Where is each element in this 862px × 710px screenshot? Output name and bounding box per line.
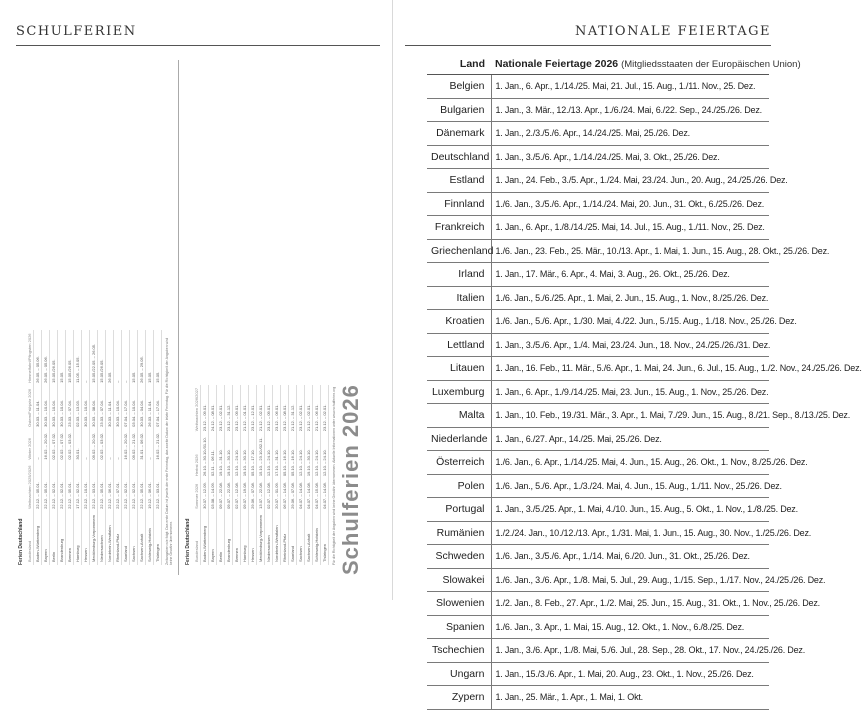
schedule-region-cell: Baden-Württemberg	[202, 525, 207, 562]
schedule-date-cell: –	[83, 457, 88, 460]
schedule-date-cell: 15.05.	[147, 371, 152, 383]
schedule-date-cell: –	[35, 457, 40, 460]
schedule-date-cell: –	[123, 380, 128, 383]
schedule-row	[209, 385, 217, 565]
schedule-note: Für die Richtigkeit der Angaben wird keine Gewähr übernommen. Aktuelle Informationen unter www.schulferien.org	[332, 386, 336, 565]
schedule-date-cell: 16.02. – 21.02.	[155, 432, 160, 460]
table-row	[427, 498, 769, 522]
schedule-column-header: Weihnachten 2025/2026	[27, 465, 32, 509]
germany-schedule-1	[18, 330, 173, 565]
schedule-date-cell: 07.04. – 17.04.	[155, 400, 160, 427]
schedule-date-cell: 15.05./22.05. – 26.05.	[91, 343, 96, 383]
schedule-date-cell: –	[147, 457, 152, 460]
schedule-date-cell: 31.01. – 06.02.	[139, 432, 144, 460]
holiday-dates-cell: 1./2. Jan., 8. Feb., 27. Apr., 1./2. Mai, 25. Jun., 15. Aug., 31. Okt., 1. Nov., 25./26. Dez.	[491, 592, 769, 616]
schedule-date-cell: 19.12. – 06.01.	[147, 482, 152, 509]
schedule-row	[241, 385, 249, 565]
table-row	[427, 239, 769, 263]
table-row	[427, 75, 769, 99]
holiday-dates-cell: 1. Jan., 2./3./5./6. Apr., 14./24./25. Mai, 25./26. Dez.	[491, 122, 769, 146]
schedule-date-cell: 30.03. – 10.04.	[51, 400, 56, 427]
country-cell: Tschechien	[427, 639, 491, 663]
schedule-row	[225, 385, 233, 565]
schedule-date-cell: 05.10. – 16.10.	[290, 449, 295, 477]
table-row	[427, 216, 769, 240]
schedule-column-header: Sommer 2026	[194, 483, 199, 509]
schedule-date-cell: 02.02. – 03.02.	[99, 432, 104, 460]
schedule-date-cell: 02.11. – 06.11.	[210, 450, 215, 477]
schedule-row	[201, 385, 209, 565]
holiday-dates-cell: 1./2./24. Jan., 10./12./13. Apr., 1./31. Mai, 1. Jun., 15. Aug., 30. Nov., 1./25./26. Dez.	[491, 521, 769, 545]
country-cell: Portugal	[427, 498, 491, 522]
schedule-row	[154, 330, 162, 565]
schedule-date-cell: 12.10. – 24.10.	[298, 449, 303, 477]
country-cell: Italien	[427, 286, 491, 310]
schedule-date-cell: 26.03. – 11.04.	[147, 400, 152, 427]
schedule-date-cell: 30.03. – 10.04.	[59, 400, 64, 427]
table-row	[427, 615, 769, 639]
schedule-region-header: Bundesland	[27, 540, 32, 562]
holiday-dates-cell: 1. Jan., 17. Mär., 6. Apr., 4. Mai, 3. Aug., 26. Okt., 25./26. Dez.	[491, 263, 769, 287]
schedule-date-cell: 30.03. – 10.04.	[83, 400, 88, 427]
schedule-date-cell: 09.02. – 20.02.	[91, 432, 96, 460]
country-cell: Kroatien	[427, 310, 491, 334]
schedule-region-cell: Berlin	[51, 551, 56, 562]
right-heading-rule	[405, 45, 771, 46]
schedule-date-cell: 22.12. – 02.01.	[131, 482, 136, 509]
schedule-date-cell: 22.12. – 05.01.	[67, 482, 72, 509]
schedule-date-cell: 22.12. – 02.01.	[59, 482, 64, 509]
schedule-date-cell: 30.07. – 12.09.	[202, 482, 207, 509]
table-row	[427, 286, 769, 310]
schedule-region-cell: Sachsen-Anhalt	[306, 533, 311, 562]
country-cell: Polen	[427, 474, 491, 498]
schedule-date-cell: 22.12. – 10.01.	[83, 482, 88, 509]
country-cell: Spanien	[427, 615, 491, 639]
schedule-region-cell: Thüringen	[155, 543, 160, 562]
schedule-date-cell: 22.12. – 02.01.	[123, 482, 128, 509]
country-cell: Ungarn	[427, 662, 491, 686]
schedule-region-cell: Bremen	[234, 547, 239, 562]
schedule-date-cell: 19.10. – 30.10.	[242, 449, 247, 477]
country-cell: Deutschland	[427, 145, 491, 169]
table-row	[427, 686, 769, 710]
schedule-date-cell: 04.07. – 14.08.	[298, 482, 303, 509]
holiday-dates-cell: 1./6. Jan., 3./6. Apr., 1./8. Mai, 5. Jul., 29. Aug., 1./15. Sep., 1./17. Nov., 24./25./26. Dez.	[491, 568, 769, 592]
holiday-dates-cell: 1. Jan., 3./6. Apr., 1./8. Mai, 5./6. Jul., 28. Sep., 28. Okt., 17. Nov., 24./25./26. Dez.	[491, 639, 769, 663]
schedule-date-cell: 23.12. – 12.01.	[250, 404, 255, 432]
schedule-region-cell: Baden-Württemberg	[35, 525, 40, 562]
schedule-region-cell: Nordrhein-Westfalen	[107, 525, 112, 562]
country-cell: Frankreich	[427, 216, 491, 240]
schedule-row	[50, 330, 58, 565]
table-row	[427, 404, 769, 428]
schedule-date-cell: 26.10. – 30.10./31.10.	[202, 437, 207, 477]
holiday-dates-cell: 1./6. Jan., 3. Apr., 1. Mai, 15. Aug., 12. Okt., 1. Nov., 6./8./25. Dez.	[491, 615, 769, 639]
holidays-column-header	[491, 54, 801, 75]
schedule-row	[146, 330, 154, 565]
schedule-date-cell: 09.02. – 21.02.	[131, 432, 136, 460]
holiday-dates-cell: 1. Jan., 25. Mär., 1. Apr., 1. Mai, 1. Okt.	[491, 686, 769, 710]
schedule-date-cell: 22.12. – 05.01.	[43, 482, 48, 509]
table-row	[427, 592, 769, 616]
schedule-row	[313, 385, 321, 565]
schedule-region-cell: Hamburg	[242, 545, 247, 562]
holiday-dates-cell: 1. Jan., 3./5./6. Apr., 1./4. Mai, 23./24. Jun., 18. Nov., 24./25./26./31. Dez.	[491, 333, 769, 357]
schedule-date-cell: 23.12. – 02.01.	[322, 404, 327, 432]
schedule-column-header: Weihnachten 2026/2027	[194, 387, 199, 432]
schedule-column-header: Herbst 2026	[194, 454, 199, 477]
schedule-date-cell: 16.02. – 20.02.	[123, 432, 128, 460]
schedule-date-cell: 26.05. – 05.06.	[43, 356, 48, 383]
schedule-header-row	[26, 330, 34, 565]
schedule-row	[233, 385, 241, 565]
schedule-date-cell: 09.07. – 22.08.	[226, 482, 231, 509]
right-page	[393, 0, 862, 704]
schedule-date-cell: 30.03. – 11.04.	[35, 400, 40, 427]
schedule-table	[26, 330, 162, 565]
schedule-row	[98, 330, 106, 565]
country-cell: Slowakei	[427, 568, 491, 592]
schedule-date-cell: 30.03. – 11.04.	[107, 400, 112, 427]
schedule-row	[273, 385, 281, 565]
national-holidays-table	[427, 54, 862, 710]
schedule-date-cell: 23.03. – 07.04.	[99, 400, 104, 427]
schedule-date-cell: 16.02. – 20.02.	[43, 432, 48, 460]
schedule-region-cell: Hessen	[83, 548, 88, 562]
table-row	[427, 662, 769, 686]
left-heading-rule	[16, 45, 380, 46]
schedule-date-cell: 23.12. – 08.01.	[282, 404, 287, 432]
schedule-date-cell: 22.12. – 03.01.	[155, 482, 160, 509]
holiday-dates-cell: 1. Jan., 3./5./25. Apr., 1. Mai, 4./10. Jun., 15. Aug., 5. Okt., 1. Nov., 1./8./25. Dez.	[491, 498, 769, 522]
holiday-dates-cell: 1./6. Jan., 23. Feb., 25. Mär., 10./13. Apr., 1. Mai, 1. Jun., 15. Aug., 28. Okt., 25./26. Dez.	[491, 239, 769, 263]
country-cell: Litauen	[427, 357, 491, 381]
country-cell: Belgien	[427, 75, 491, 99]
schedule-date-cell: 15.10. – 23.10./02.11.	[258, 437, 263, 477]
left-page	[0, 0, 393, 600]
schedule-date-cell: 30.03. – 04.04.	[139, 400, 144, 427]
schedule-date-cell: 30.03. – 10.04.	[43, 400, 48, 427]
country-cell: Österreich	[427, 451, 491, 475]
schedule-date-cell: 15.05.	[155, 371, 160, 383]
schedule-row	[217, 385, 225, 565]
country-cell: Malta	[427, 404, 491, 428]
schedule-date-cell: –	[115, 380, 120, 383]
schedule-row	[82, 330, 90, 565]
schedule-date-cell: 03.04. – 10.04.	[131, 400, 136, 427]
country-cell: Luxemburg	[427, 380, 491, 404]
country-cell: Slowenien	[427, 592, 491, 616]
schedule-column-header: Himmelfahrt/Pfingsten 2026	[27, 333, 32, 383]
schedule-date-cell: 26.05. – 29.05.	[139, 356, 144, 383]
schedule-date-cell: 04.07. – 15.08.	[314, 482, 319, 509]
table-row	[427, 380, 769, 404]
schedule-date-cell: 12.10. – 24.10.	[322, 449, 327, 477]
schedule-date-cell: 05.10. – 17.10.	[250, 449, 255, 477]
schedule-row	[114, 330, 122, 565]
schedule-row	[265, 385, 273, 565]
holiday-dates-cell: 1. Jan., 15./3./6. Apr., 1. Mai, 20. Aug., 23. Okt., 1. Nov., 25./26. Dez.	[491, 662, 769, 686]
schedule-date-cell: 22.12. – 05.01.	[35, 482, 40, 509]
holiday-dates-cell: 1. Jan., 6. Apr., 1./9./14./25. Mai, 23. Jun., 15. Aug., 1. Nov., 25./26. Dez.	[491, 380, 769, 404]
holiday-dates-cell: 1./6. Jan., 3./5./6. Apr., 1./14. Mai, 6./20. Jun., 31. Okt., 25./26. Dez.	[491, 545, 769, 569]
schedule-date-cell: 30.03. – 10.04.	[115, 400, 120, 427]
schedule-date-cell: 23.12. – 02.01.	[298, 404, 303, 432]
schedule-region-cell: Brandenburg	[59, 538, 64, 562]
country-cell: Griechenland	[427, 239, 491, 263]
country-cell: Dänemark	[427, 122, 491, 146]
schedule-date-cell: 02.02. – 07.02.	[51, 432, 56, 460]
schedule-date-cell: 05.10. – 16.10.	[282, 449, 287, 477]
schedule-date-cell: 11.05. – 15.05.	[75, 356, 80, 383]
schedule-date-cell: 07.04. – 17.04.	[123, 400, 128, 427]
schedule-date-cell: 29.06. – 07.08.	[290, 482, 295, 509]
country-cell: Zypern	[427, 686, 491, 710]
schedule-date-cell: 21.12. – 31.12.	[290, 404, 295, 432]
table-row	[427, 98, 769, 122]
schedule-date-cell: 15.05.	[131, 371, 136, 383]
schedule-date-cell: 15.05./26.05.	[67, 359, 72, 383]
schedule-date-cell: 23.12. – 31.12.	[226, 404, 231, 432]
schedule-region-cell: Sachsen	[131, 546, 136, 562]
schedule-date-cell: 06.07. – 14.08.	[282, 482, 287, 509]
schedule-date-cell: 19.10. – 31.10.	[218, 449, 223, 477]
schedule-row	[122, 330, 130, 565]
table-row	[427, 568, 769, 592]
schedule-date-cell: 21.12. – 01.01.	[242, 404, 247, 432]
schedule-date-cell: 23.12. – 09.01.	[234, 404, 239, 432]
holiday-dates-cell: 1. Jan., 6./27. Apr., 14./25. Mai, 25./26. Dez.	[491, 427, 769, 451]
schedule-region-cell: Thüringen	[322, 543, 327, 562]
table-header-row	[427, 54, 769, 75]
table-row	[427, 145, 769, 169]
column-separator	[178, 60, 179, 575]
schedule-row	[138, 330, 146, 565]
country-cell: Rumänien	[427, 521, 491, 545]
schedule-date-cell: 15.05./26.05.	[99, 359, 104, 383]
schedule-row	[289, 385, 297, 565]
schedule-header-row	[193, 385, 201, 565]
schedule-row	[257, 385, 265, 565]
schedule-date-cell: –	[115, 457, 120, 460]
schedule-region-cell: Schleswig-Holstein	[147, 528, 152, 562]
holidays-header-subtitle: (Mitgliedsstaaten der Europäischen Union)	[621, 59, 801, 70]
schedule-region-cell: Bayern	[210, 549, 215, 562]
holiday-dates-cell: 1. Jan., 3./5./6. Apr., 1./14./24./25. Mai, 3. Okt., 25./26. Dez.	[491, 145, 769, 169]
schedule-date-cell: 21.12. – 02.01.	[258, 404, 263, 432]
schedule-date-cell: 19.10. – 30.10.	[306, 449, 311, 477]
holidays-header-title: Nationale Feiertage 2026	[495, 58, 619, 70]
schedule-region-cell: Hamburg	[75, 545, 80, 562]
country-cell: Finnland	[427, 192, 491, 216]
schedule-region-cell: Berlin	[218, 551, 223, 562]
table-row	[427, 639, 769, 663]
holiday-rows	[427, 75, 862, 710]
schedule-region-cell: Mecklenburg-Vorpommern	[258, 514, 263, 562]
schedule-date-cell: 30.01.	[75, 448, 80, 460]
schedule-date-cell: 23.03. – 07.04.	[67, 400, 72, 427]
table-row	[427, 192, 769, 216]
schedule-date-cell: 12.10. – 24.10.	[234, 449, 239, 477]
table-row	[427, 357, 769, 381]
holiday-dates-cell: 1./6. Jan., 5./6./25. Apr., 1. Mai, 2. Jun., 15. Aug., 1. Nov., 8./25./26. Dez.	[491, 286, 769, 310]
country-cell: Estland	[427, 169, 491, 193]
table-row	[427, 545, 769, 569]
schedule-date-cell: 19.10. – 30.10.	[226, 449, 231, 477]
schedule-date-cell: 02.03. – 13.03.	[75, 400, 80, 427]
table-row	[427, 474, 769, 498]
schedule-date-cell: 22.12. – 05.01.	[139, 482, 144, 509]
schedule-date-cell: –	[83, 380, 88, 383]
schedule-date-cell: 04.07. – 14.08.	[322, 482, 327, 509]
schedule-table	[193, 385, 329, 565]
schedule-date-cell: 29.06. – 07.08.	[250, 482, 255, 509]
schedule-date-cell: 09.07. – 19.08.	[242, 482, 247, 509]
schedule-row	[58, 330, 66, 565]
table-row	[427, 122, 769, 146]
schedule-row	[66, 330, 74, 565]
schedule-date-cell: 22.12. – 05.01.	[99, 482, 104, 509]
table-row	[427, 310, 769, 334]
table-row	[427, 169, 769, 193]
schedule-region-cell: Bayern	[43, 549, 48, 562]
schedule-date-cell: 02.02. – 07.02.	[59, 432, 64, 460]
schedule-date-cell: 21.12. – 06.01.	[314, 404, 319, 432]
schedule-date-cell: 12.10. – 24.10.	[266, 449, 271, 477]
right-page-heading: NATIONALE FEIERTAGE	[575, 24, 771, 39]
country-cell: Irland	[427, 263, 491, 287]
schedule-region-cell: Schleswig-Holstein	[314, 528, 319, 562]
schedule-region-cell: Nordrhein-Westfalen	[274, 525, 279, 562]
schedule-date-cell: 17.12. – 02.01.	[75, 482, 80, 509]
schedule-row	[249, 385, 257, 565]
germany-schedule-2	[185, 335, 336, 565]
table-row	[427, 427, 769, 451]
schedule-region-cell: Rheinland-Pfalz	[282, 533, 287, 562]
schedule-date-cell: 30.03. – 08.04.	[91, 400, 96, 427]
schedule-region-cell: Rheinland-Pfalz	[115, 533, 120, 562]
table-row	[427, 521, 769, 545]
schedule-region-cell: Saarland	[123, 545, 128, 562]
schedule-title: Ferien Deutschland	[18, 518, 24, 565]
schedule-date-cell: –	[107, 457, 112, 460]
schedule-region-cell: Sachsen-Anhalt	[139, 533, 144, 562]
schedule-column-header: Winter 2026	[27, 437, 32, 460]
schedule-region-cell: Niedersachsen	[99, 535, 104, 562]
country-cell: Lettland	[427, 333, 491, 357]
schedule-date-cell: 21.12. – 02.01.	[306, 404, 311, 432]
schedule-region-cell: Sachsen	[298, 546, 303, 562]
country-cell: Schweden	[427, 545, 491, 569]
schedule-region-cell: Hessen	[250, 548, 255, 562]
schedule-region-header: Bundesland	[194, 540, 199, 562]
schedule-date-cell: 23.12. – 09.01.	[202, 404, 207, 432]
holiday-dates-cell: 1. Jan., 10. Feb., 19./31. Mär., 3. Apr., 1. Mai, 7./29. Jun., 15. Aug., 8./21. Sep., 8./13./25. Dez.	[491, 404, 769, 428]
holiday-dates-cell: 1./6. Jan., 5./6. Apr., 1./30. Mai, 4./22. Jun., 5./15. Aug., 1./18. Nov., 25./26. Dez.	[491, 310, 769, 334]
schedule-row	[130, 330, 138, 565]
schedule-date-cell: 23.12. – 09.01.	[266, 404, 271, 432]
country-column-header: Land	[427, 54, 491, 75]
left-page-heading: SCHULFERIEN	[16, 24, 137, 39]
holiday-dates-cell: 1. Jan., 16. Feb., 11. Mär., 5./6. Apr., 1. Mai, 24. Jun., 6. Jul., 15. Aug., 1./2. Nov., 24./25./26. Dez.	[491, 357, 769, 381]
schedule-date-cell: 12.10. – 24.10.	[314, 449, 319, 477]
schedule-column-header: Ostern/Frühjahr 2026	[27, 388, 32, 427]
holiday-dates-cell: 1. Jan., 6. Apr., 1./14./25. Mai, 21. Jul., 15. Aug., 1./11. Nov., 25. Dez.	[491, 75, 769, 99]
schedule-row	[90, 330, 98, 565]
schedule-region-cell: Niedersachsen	[266, 535, 271, 562]
schedule-date-cell: 22.12. – 06.01.	[107, 482, 112, 509]
schedule-row	[42, 330, 50, 565]
schedule-date-cell: 20.07. – 01.09.	[274, 482, 279, 509]
schedule-region-cell: Brandenburg	[226, 538, 231, 562]
schedule-date-cell: 13.07. – 22.08.	[258, 482, 263, 509]
schedule-date-cell: 02.02. – 03.02.	[67, 432, 72, 460]
vertical-title: Schulferien 2026	[338, 384, 363, 575]
schedule-row	[321, 385, 329, 565]
country-cell: Niederlande	[427, 427, 491, 451]
schedule-date-cell: 26.05.	[107, 371, 112, 383]
schedule-row	[74, 330, 82, 565]
holiday-dates-cell: 1./6. Jan., 6. Apr., 1./14./25. Mai, 4. Jun., 15. Aug., 26. Okt., 1. Nov., 8./25./26. Dez.	[491, 451, 769, 475]
schedule-row	[305, 385, 313, 565]
table-row	[427, 263, 769, 287]
schedule-region-cell: Saarland	[290, 545, 295, 562]
schedule-date-cell: 03.08. – 14.09.	[210, 482, 215, 509]
country-cell: Bulgarien	[427, 98, 491, 122]
schedule-date-cell: 02.07. – 12.08.	[234, 482, 239, 509]
schedule-date-cell: 24.12. – 08.01.	[210, 404, 215, 432]
holiday-dates-cell: 1./6. Jan., 5./6. Apr., 1./3./24. Mai, 4. Jun., 15. Aug., 1./11. Nov., 25./26. Dez.	[491, 474, 769, 498]
schedule-date-cell: 22.12. – 02.01.	[51, 482, 56, 509]
holiday-dates-cell: 1./6. Jan., 3./5./6. Apr., 1./14./24. Mai, 20. Jun., 31. Okt., 6./25./26. Dez.	[491, 192, 769, 216]
schedule-row	[34, 330, 42, 565]
holiday-dates-cell: 1. Jan., 6. Apr., 1./8./14./25. Mai, 14. Jul., 15. Aug., 1./11. Nov., 25. Dez.	[491, 216, 769, 240]
schedule-region-cell: Bremen	[67, 547, 72, 562]
schedule-row	[297, 385, 305, 565]
schedule-date-cell: 17.10. – 31.10.	[274, 449, 279, 477]
schedule-row	[281, 385, 289, 565]
schedule-region-cell: Mecklenburg-Vorpommern	[91, 514, 96, 562]
schedule-date-cell: 26.05. – 05.06.	[35, 356, 40, 383]
schedule-date-cell: 23.12. – 06.01.	[274, 404, 279, 432]
schedule-date-cell: 02.07. – 12.08.	[266, 482, 271, 509]
schedule-date-cell: 09.07. – 22.08.	[218, 482, 223, 509]
schedule-date-cell: 04.07. – 14.08.	[306, 482, 311, 509]
schedule-title: Ferien Deutschland	[185, 518, 191, 565]
table-row	[427, 451, 769, 475]
holiday-dates-cell: 1. Jan., 3. Mär., 12./13. Apr., 1./6./24. Mai, 6./22. Sep., 24./25./26. Dez.	[491, 98, 769, 122]
schedule-note: Zeitangaben wie folgt: Das erste Datum ist jeweils der erste Ferientag, das zweite Datum der letzte Ferientag. Für die Richtigkeit der Angaben wird keine Gewähr übernommen.	[165, 337, 173, 565]
holiday-dates-cell: 1. Jan., 24. Feb., 3./5. Apr., 1./24. Mai, 23./24. Jun., 20. Aug., 24./25./26. Dez.	[491, 169, 769, 193]
schedule-date-cell: 22.12. – 03.01.	[91, 482, 96, 509]
schedule-date-cell: 23.12. – 02.01.	[218, 404, 223, 432]
schedule-date-cell: 15.05.	[59, 371, 64, 383]
schedule-date-cell: 15.05./26.05.	[51, 359, 56, 383]
table-row	[427, 333, 769, 357]
schedule-date-cell: 22.12. – 07.01.	[115, 482, 120, 509]
schedule-row	[106, 330, 114, 565]
